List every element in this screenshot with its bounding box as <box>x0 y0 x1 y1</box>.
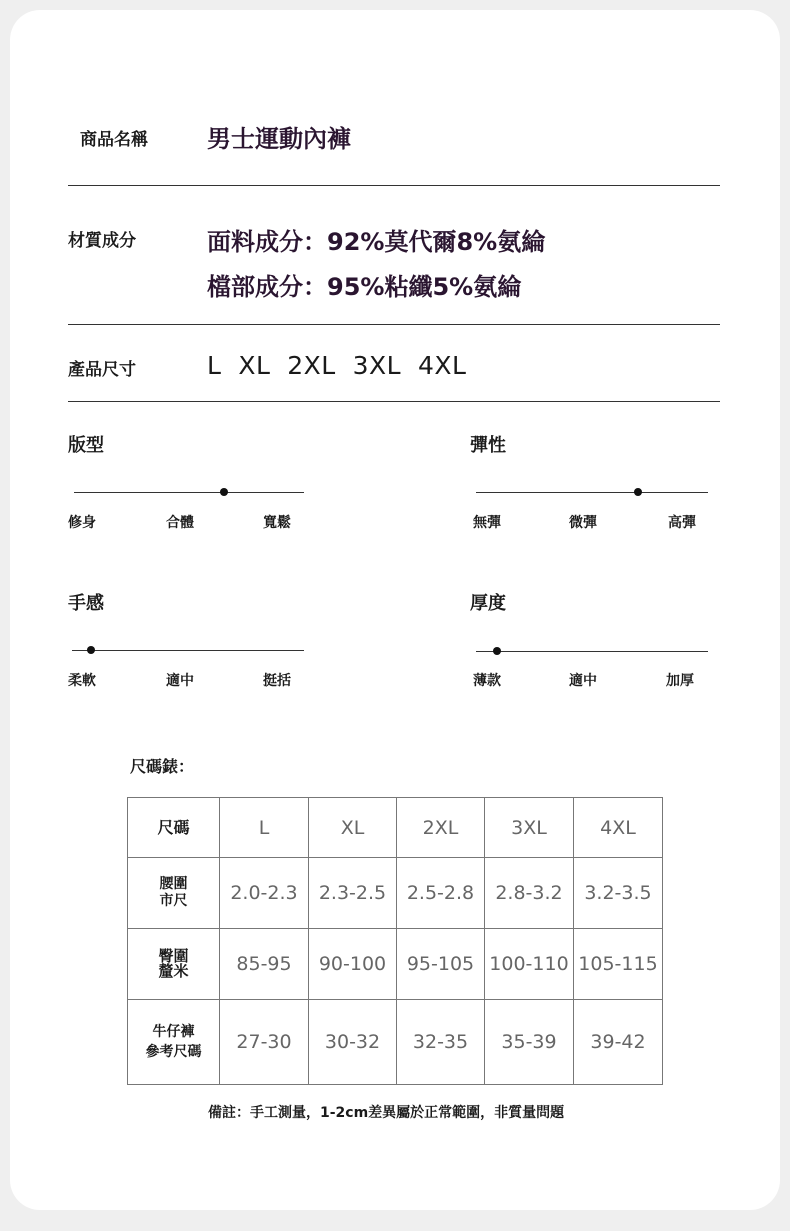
row-label-top: 腰圍 <box>159 876 188 892</box>
table-row <box>128 858 663 929</box>
table-cell: 2.3-2.5 <box>309 858 397 929</box>
table-cell: 27-30 <box>220 1000 309 1085</box>
table-cell: 2.8-3.2 <box>485 858 574 929</box>
scale-tick-high: 寬鬆 <box>263 515 291 531</box>
scale-tick-low: 薄款 <box>473 673 501 689</box>
header-cell: L <box>220 798 309 858</box>
sizes-value: L XL 2XL 3XL 4XL <box>207 351 467 380</box>
row-label <box>128 1000 220 1085</box>
scale-track <box>74 492 304 493</box>
row-label-bottom: 參考尺碼 <box>145 1044 202 1060</box>
divider <box>68 185 720 186</box>
scale-marker <box>493 647 501 655</box>
row-label <box>128 929 220 1000</box>
table-row <box>128 1000 663 1085</box>
header-cell: 4XL <box>574 798 663 858</box>
table-row <box>128 929 663 1000</box>
row-label-top: 牛仔褲 <box>152 1024 195 1040</box>
attribute-title: 手感 <box>68 593 104 614</box>
row-label-bottom: 市尺 <box>159 893 188 909</box>
scale-marker <box>87 646 95 654</box>
scale-tick-high: 高彈 <box>668 515 696 531</box>
size-table <box>127 797 663 1085</box>
table-cell: 3.2-3.5 <box>574 858 663 929</box>
table-cell: 39-42 <box>574 1000 663 1085</box>
product-name-label: 商品名稱 <box>80 130 148 150</box>
scale-marker <box>220 488 228 496</box>
product-name-value: 男士運動內褲 <box>207 125 351 153</box>
divider <box>68 324 720 325</box>
scale-track <box>476 492 708 493</box>
header-cell: XL <box>309 798 397 858</box>
scale-tick-low: 無彈 <box>473 515 501 531</box>
row-label-top: 臀圍 <box>158 947 189 965</box>
scale-tick-mid: 微彈 <box>569 515 597 531</box>
scale-tick-low: 修身 <box>68 515 96 531</box>
table-cell: 90-100 <box>309 929 397 1000</box>
table-cell: 32-35 <box>397 1000 485 1085</box>
table-cell: 100-110 <box>485 929 574 1000</box>
table-cell: 35-39 <box>485 1000 574 1085</box>
attribute-title: 版型 <box>68 435 104 456</box>
attribute-title: 厚度 <box>470 593 506 614</box>
scale-track <box>476 651 708 652</box>
table-cell: 105-115 <box>574 929 663 1000</box>
sizes-label: 產品尺寸 <box>68 360 136 380</box>
material-line-fabric: 面料成分：92%莫代爾8%氨綸 <box>207 228 546 256</box>
row-label-bottom: 釐米 <box>158 962 189 980</box>
material-label: 材質成分 <box>68 231 136 251</box>
divider <box>68 401 720 402</box>
scale-track <box>72 650 304 651</box>
scale-tick-mid: 適中 <box>166 673 194 689</box>
scale-tick-mid: 適中 <box>569 673 597 689</box>
scale-tick-high: 挺括 <box>263 673 291 689</box>
table-cell: 95-105 <box>397 929 485 1000</box>
header-cell: 3XL <box>485 798 574 858</box>
scale-tick-low: 柔軟 <box>68 673 96 689</box>
size-table-title: 尺碼錶： <box>130 757 195 776</box>
header-cell: 2XL <box>397 798 485 858</box>
row-label <box>128 858 220 929</box>
scale-tick-high: 加厚 <box>666 673 694 689</box>
header-cell: 尺碼 <box>128 798 220 858</box>
table-cell: 30-32 <box>309 1000 397 1085</box>
attribute-title: 彈性 <box>470 435 506 456</box>
table-header-row <box>128 798 663 858</box>
scale-tick-mid: 合體 <box>166 515 194 531</box>
table-cell: 2.0-2.3 <box>220 858 309 929</box>
material-line-crotch: 檔部成分：95%粘纖5%氨綸 <box>207 273 522 301</box>
footnote: 備註：手工測量，1-2cm差異屬於正常範圍，非質量問題 <box>208 1105 565 1121</box>
table-cell: 85-95 <box>220 929 309 1000</box>
table-cell: 2.5-2.8 <box>397 858 485 929</box>
